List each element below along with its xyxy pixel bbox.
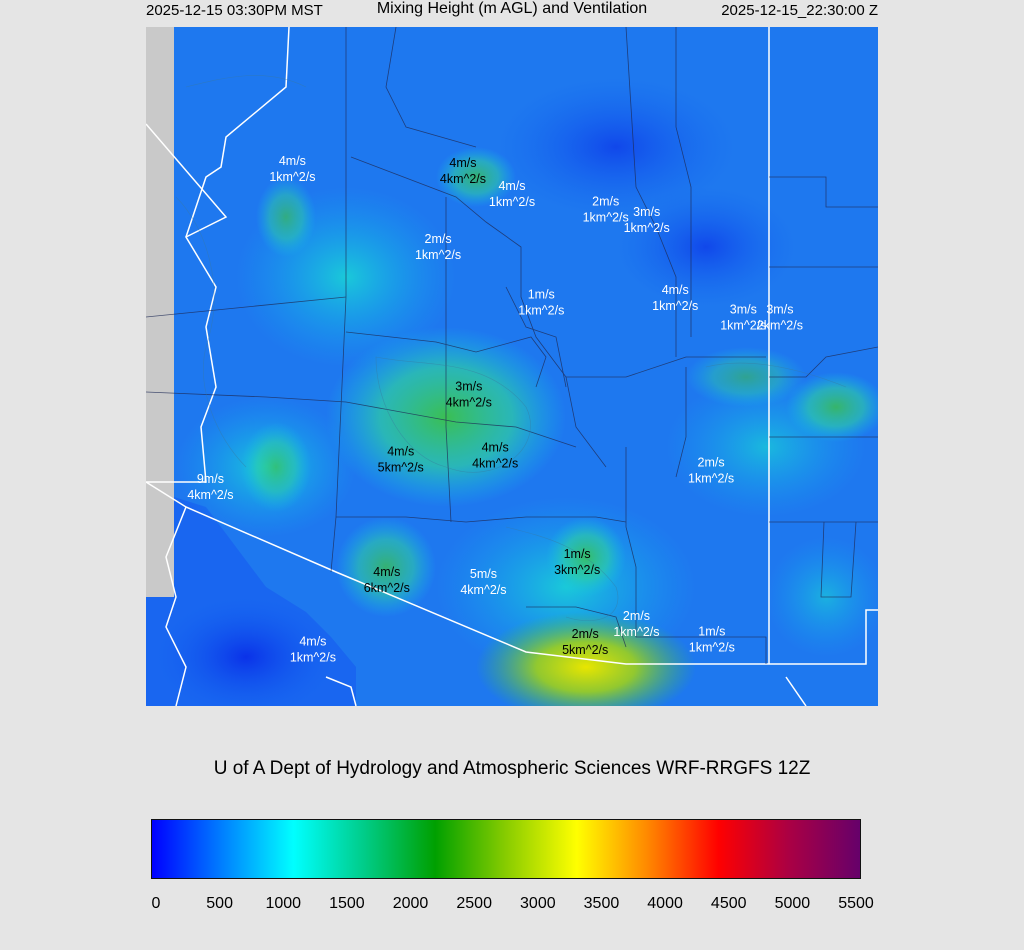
colorbar-tick-label: 500: [206, 895, 233, 912]
ventilation-label: 4m/s 1km^2/s: [269, 153, 316, 184]
ventilation-label: 5m/s 4km^2/s: [460, 566, 507, 597]
colorbar-tick-label: 1000: [265, 895, 302, 912]
colorbar-tick-label: 3000: [520, 895, 556, 912]
valid-time-local: 2025-12-15 03:30PM MST: [146, 2, 323, 19]
ventilation-label: 1m/s 1km^2/s: [518, 287, 565, 318]
colorbar-tick-label: 5500: [838, 895, 874, 912]
colorbar-tick-label: 4000: [647, 895, 683, 912]
ventilation-label: 4m/s 1km^2/s: [488, 179, 536, 210]
ventilation-label: 4m/s 6km^2/s: [363, 564, 410, 595]
ventilation-label: 2m/s 1km^2/s: [688, 455, 735, 486]
map-title: Mixing Height (m AGL) and Ventilation: [376, 0, 648, 17]
ventilation-label: 3m/s 1km^2/s: [623, 204, 670, 235]
colorbar-tick-label: 5000: [774, 895, 811, 912]
ventilation-label: 4m/s 5km^2/s: [377, 444, 424, 475]
ventilation-label: 3m/s 2km^2/s: [756, 302, 803, 333]
colorbar-tick-label: 4500: [710, 895, 747, 912]
colorbar-tick-label: 3500: [583, 895, 620, 912]
ventilation-label: 4m/s 1km^2/s: [652, 282, 699, 313]
colorbar-tick-label: 1500: [329, 895, 365, 912]
model-credit: U of A Dept of Hydrology and Atmospheric Sciences WRF-RRGFS 12Z: [213, 758, 811, 779]
colorbar-tick-label: 2000: [392, 895, 429, 912]
ventilation-label: 2m/s 1km^2/s: [613, 608, 660, 639]
ventilation-label: 4m/s 4km^2/s: [439, 156, 487, 187]
colorbar-ticks: [0, 895, 1024, 917]
mixing-height-map: [146, 27, 878, 706]
no-data-strip: [146, 27, 174, 597]
valid-time-utc: 2025-12-15_22:30:00 Z: [721, 2, 878, 19]
ventilation-label: 9m/s 4km^2/s: [187, 471, 234, 502]
ventilation-label: 1m/s 1km^2/s: [688, 624, 735, 655]
colorbar: [151, 819, 861, 879]
ventilation-label: 4m/s 4km^2/s: [472, 440, 519, 471]
ventilation-label: 4m/s 1km^2/s: [289, 634, 336, 665]
ventilation-label: 2m/s 1km^2/s: [582, 194, 629, 225]
ventilation-label: 3m/s 4km^2/s: [445, 379, 492, 410]
ventilation-label: 2m/s 1km^2/s: [414, 232, 462, 263]
colorbar-tick-label: 2500: [456, 895, 492, 912]
ventilation-label: 2m/s 5km^2/s: [562, 627, 609, 658]
colorbar-tick-label: 0: [151, 895, 161, 912]
ventilation-label: 3m/s 1km^2/s: [720, 302, 767, 333]
ventilation-label: 1m/s 3km^2/s: [554, 547, 601, 578]
